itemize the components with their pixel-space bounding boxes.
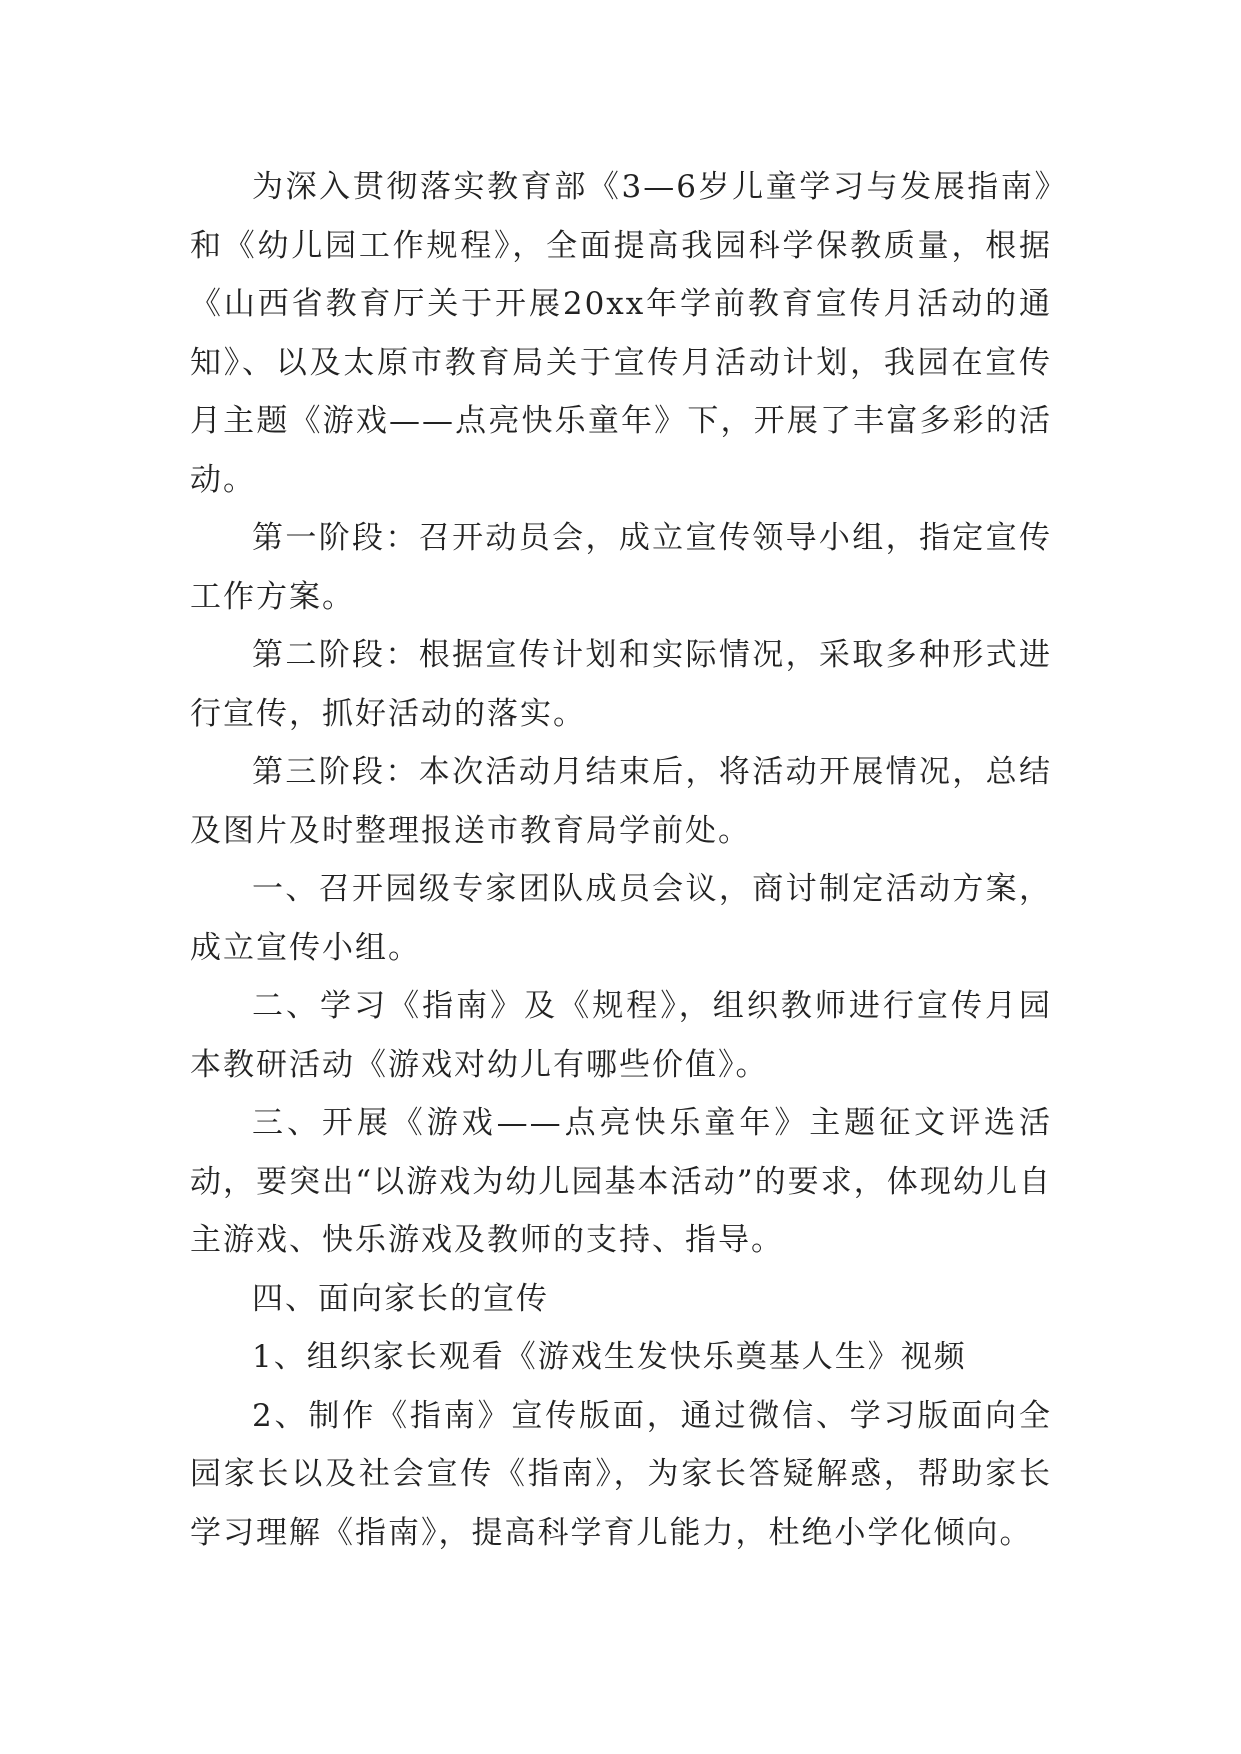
paragraph-subitem-two: 2、制作《指南》宣传版面，通过微信、学习版面向全园家长以及社会宣传《指南》，为家长答疑解惑，帮助家长学习理解《指南》，提高科学育儿能力，杜绝小学化倾向。 [190,1397,1052,1551]
paragraph-stage-one: 第一阶段：召开动员会，成立宣传领导小组，指定宣传工作方案。 [190,520,1052,615]
paragraph-stage-two: 第二阶段：根据宣传计划和实际情况，采取多种形式进行宣传，抓好活动的落实。 [190,637,1052,732]
document-body [190,158,1052,1562]
paragraph-stage-three: 第三阶段：本次活动月结束后，将活动开展情况，总结及图片及时整理报送市教育局学前处。 [190,754,1052,849]
paragraph-item-one: 一、召开园级专家团队成员会议，商讨制定活动方案，成立宣传小组。 [190,871,1052,966]
paragraph-intro: 为深入贯彻落实教育部《3—6岁儿童学习与发展指南》和《幼儿园工作规程》，全面提高我园科学保教质量，根据《山西省教育厅关于开展20xx年学前教育宣传月活动的通知》、以及太原市教育局关于宣传月活动计划，我园在宣传月主题《游戏——点亮快乐童年》下，开展了丰富多彩的活动。 [190,169,1052,498]
paragraph-item-four-heading: 四、面向家长的宣传 [252,1280,549,1317]
paragraph-item-three: 三、开展《游戏——点亮快乐童年》主题征文评选活动，要突出“以游戏为幼儿园基本活动”的要求，体现幼儿自主游戏、快乐游戏及教师的支持、指导。 [190,1105,1052,1258]
paragraph-item-two: 二、学习《指南》及《规程》，组织教师进行宣传月园本教研活动《游戏对幼儿有哪些价值》。 [190,988,1052,1083]
paragraph-subitem-one: 1、组织家长观看《游戏生发快乐奠基人生》视频 [252,1339,967,1375]
